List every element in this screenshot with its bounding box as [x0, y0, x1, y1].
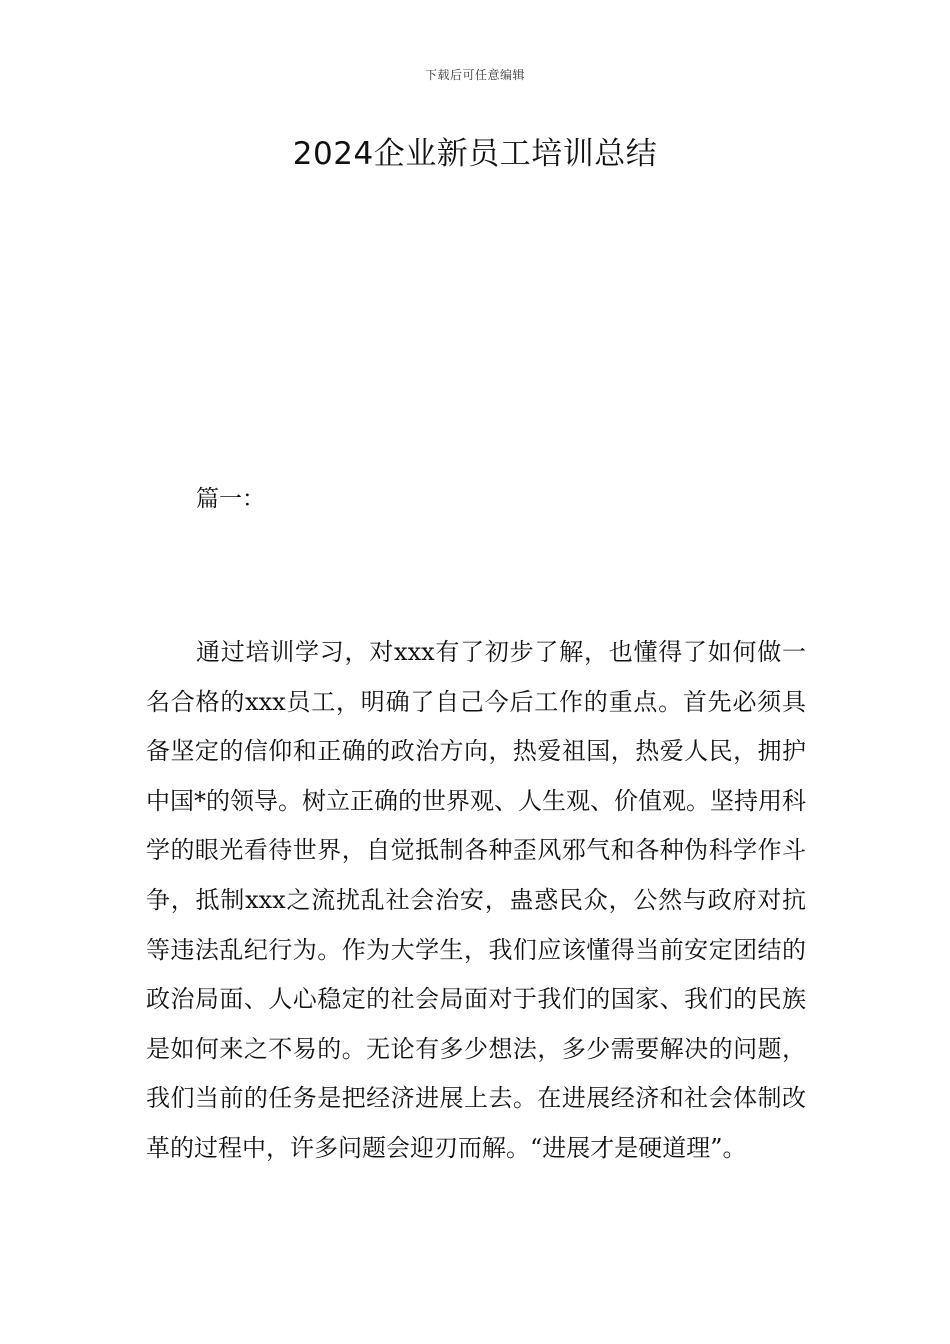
- document-title: 2024企业新员工培训总结: [292, 136, 658, 172]
- body-paragraph: 通过培训学习，对xxx有了初步了解，也懂得了如何做一名合格的xxx员工，明确了自己今后工作的重点。首先必须具备坚定的信仰和正确的政治方向，热爱祖国，热爱人民，拥护中国*的领导。树立正确的世界观、人生观、价值观。坚持用科学的眼光看待世界，自觉抵制各种歪风邪气和各种伪科学作斗争，抵制xxx之流扰乱社会治安，蛊惑民众，公然与政府对抗等违法乱纪行为。作为大学生，我们应该懂得当前安定团结的政治局面、人心稳定的社会局面对于我们的国家、我们的民族是如何来之不易的。无论有多少想法，多少需要解决的问题，我们当前的任务是把经济进展上去。在进展经济和社会体制改革的过程中，许多问题会迎刃而解。“进展才是硬道理”。: [146, 638, 806, 1162]
- header-note: 下载后可任意编辑: [424, 68, 525, 82]
- section-label: 篇一：: [196, 486, 265, 512]
